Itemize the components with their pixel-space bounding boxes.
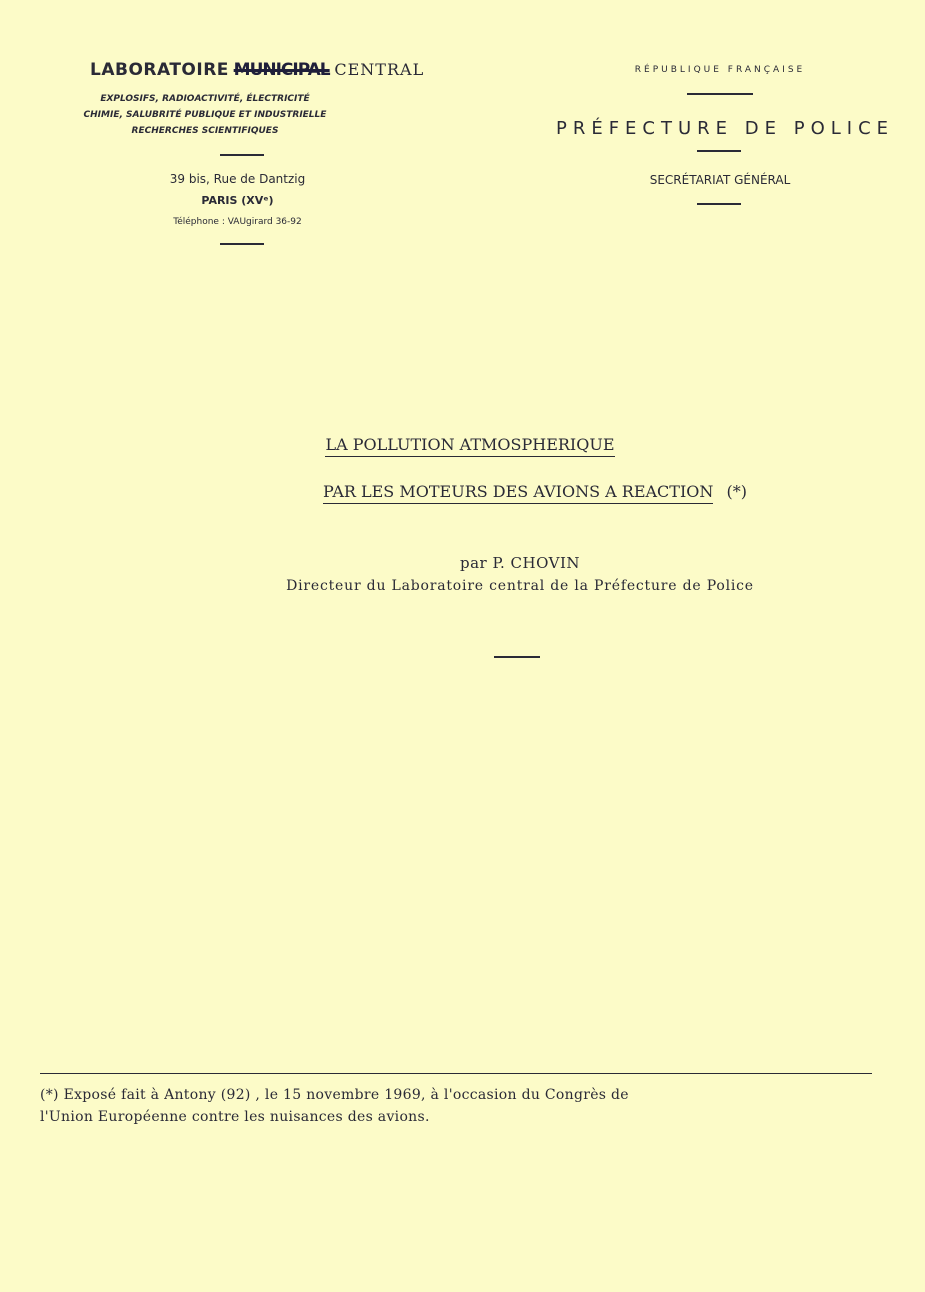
author-role: Directeur du Laboratoire central de la Préfecture de Police	[286, 578, 754, 594]
author-name: par P. CHOVIN	[459, 554, 581, 572]
republic-heading: RÉPUBLIQUE FRANÇAISE	[634, 65, 806, 75]
laboratory-name	[90, 60, 424, 80]
footnote-line: (*) Exposé fait à Antony (92) , le 15 novembre 1969, à l'occasion du Congrès de	[40, 1087, 629, 1103]
document-title-line-1	[200, 435, 740, 454]
divider	[220, 243, 264, 245]
lab-name-word-central: CENTRAL	[334, 60, 425, 79]
divider	[697, 150, 741, 152]
footnote	[40, 1084, 890, 1128]
divider	[220, 154, 264, 156]
lab-address-street: 39 bis, Rue de Dantzig	[169, 172, 306, 186]
divider	[687, 93, 753, 95]
footnote-marker: (*)	[726, 482, 747, 501]
divider	[697, 203, 741, 205]
lab-specialty-line: EXPLOSIFS, RADIOACTIVITÉ, ÉLECTRICITÉ	[100, 94, 310, 104]
title-line-2-text: PAR LES MOTEURS DES AVIONS A REACTION	[323, 482, 713, 504]
footnote-line: l'Union Européenne contre les nuisances des avions.	[40, 1109, 430, 1125]
secretariat-heading: SECRÉTARIAT GÉNÉRAL	[649, 173, 791, 187]
footnote-rule	[40, 1073, 872, 1074]
lab-name-struck-word: MUNICIPAL	[233, 60, 330, 80]
divider	[494, 656, 540, 658]
prefecture-heading: PRÉFECTURE DE POLICE	[555, 118, 895, 139]
lab-name-word-laboratoire: LABORATOIRE	[90, 60, 229, 80]
lab-address-city: PARIS (XVᵉ)	[201, 194, 274, 207]
title-line-1-text: LA POLLUTION ATMOSPHERIQUE	[325, 435, 614, 457]
lab-telephone: Téléphone : VAUgirard 36-92	[173, 217, 302, 227]
lab-specialty-line: CHIMIE, SALUBRITÉ PUBLIQUE ET INDUSTRIELLE	[83, 110, 327, 120]
lab-specialty-line: RECHERCHES SCIENTIFIQUES	[131, 126, 279, 136]
document-title-line-2	[230, 482, 840, 501]
